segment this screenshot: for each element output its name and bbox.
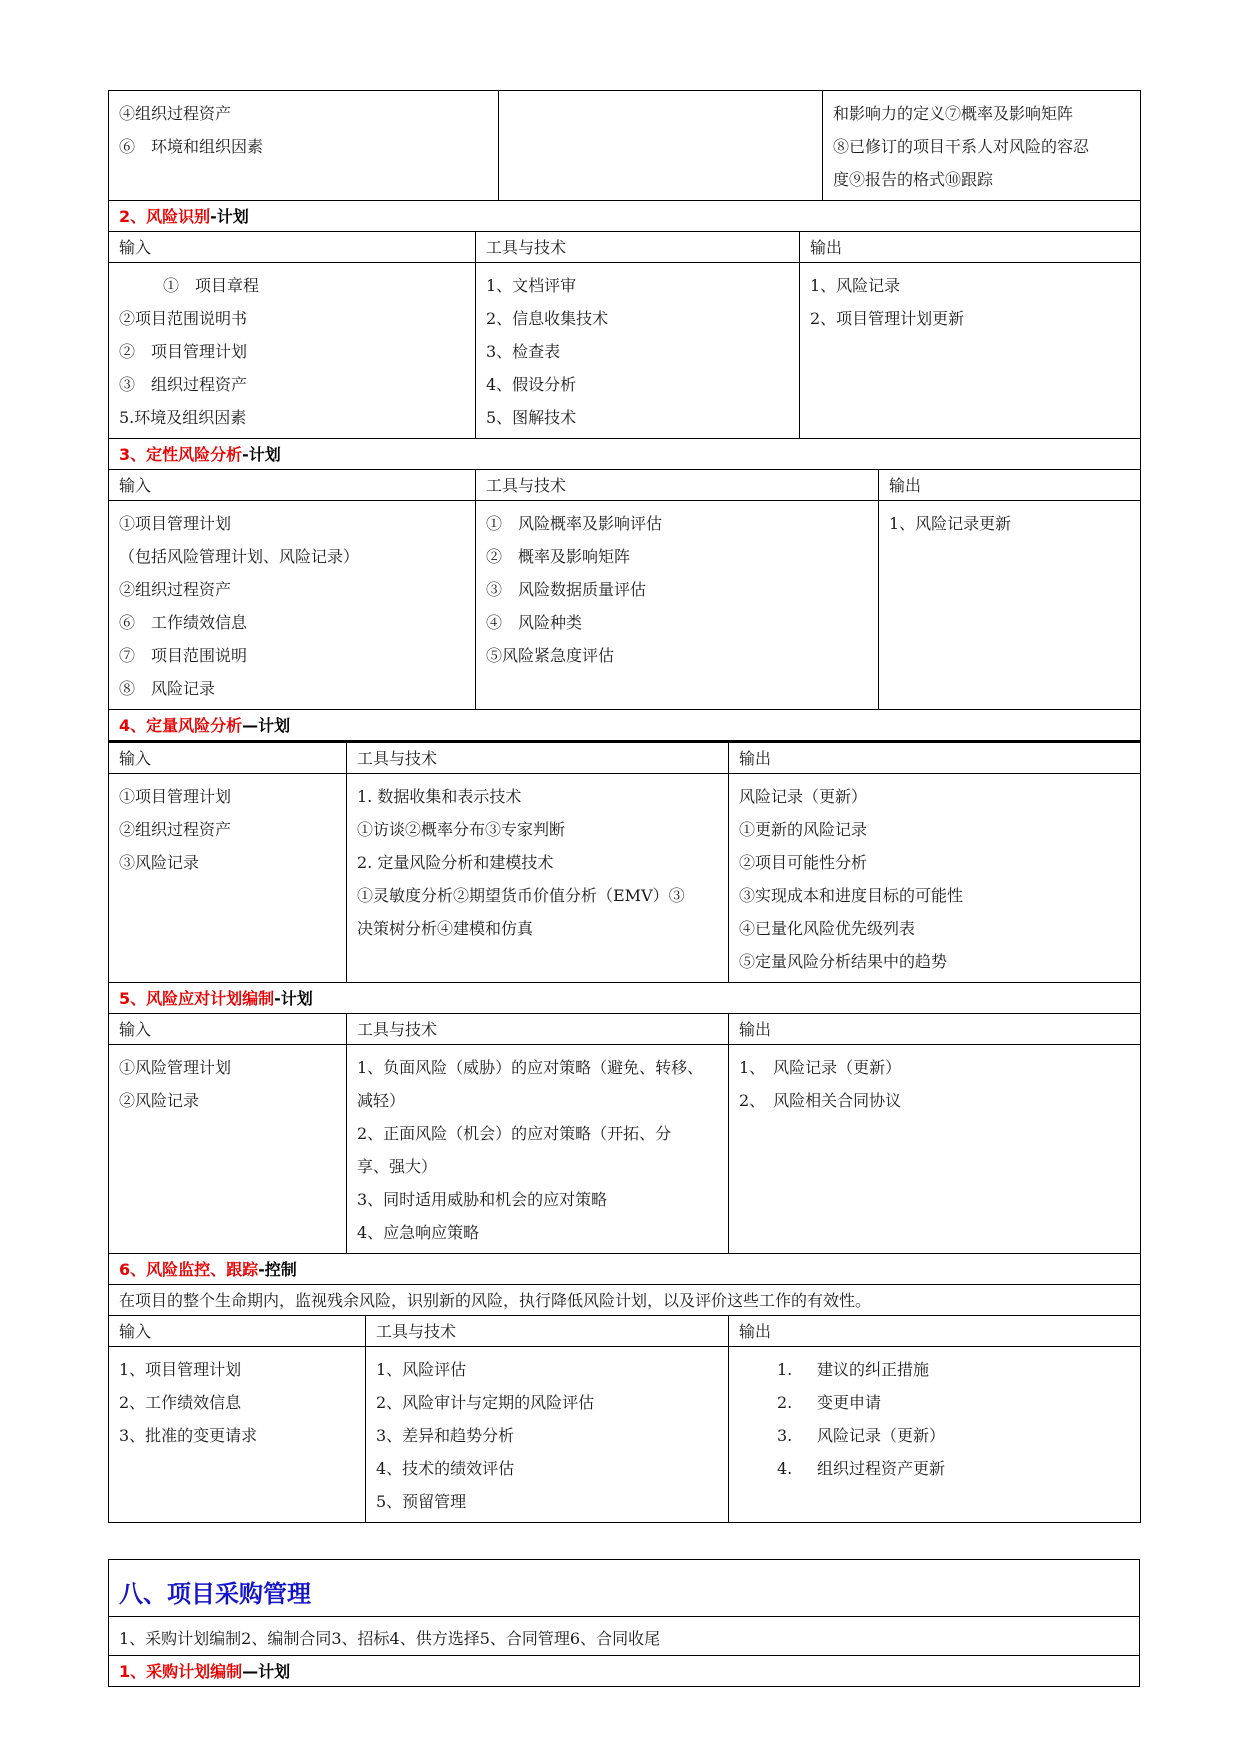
section-5-title-black: -计划 [274, 989, 313, 1008]
section-3-tools [476, 501, 879, 710]
list-item: 2、风险审计与定期的风险评估 [376, 1393, 595, 1412]
list-item: （包括风险管理计划、风险记录） [119, 547, 360, 566]
section-5-tools [347, 1045, 729, 1254]
section-4-title [109, 710, 1141, 741]
list-item: ②项目可能性分析 [739, 853, 868, 872]
list-text: 风险记录（更新） [817, 1426, 946, 1445]
list-item: ①灵敏度分析②期望货币价值分析（EMV）③ [357, 886, 685, 905]
list-item: ②组织过程资产 [119, 820, 232, 839]
section-3-outputs [879, 501, 1141, 710]
list-item: 3、检查表 [486, 342, 561, 361]
section-6-title-red: 6、风险监控、跟踪 [119, 1260, 259, 1279]
section-6-header-tools: 工具与技术 [366, 1316, 729, 1347]
list-item: 1. 数据收集和表示技术 [357, 787, 522, 806]
top-left-cell [109, 91, 499, 201]
list-item: 减轻） [357, 1091, 406, 1110]
list-item: 2、正面风险（机会）的应对策略（开拓、分 [357, 1124, 672, 1143]
risk-management-table [108, 90, 1141, 232]
section-6-title-black: -控制 [258, 1260, 297, 1279]
list-item: ② 项目管理计划 [119, 342, 248, 361]
list-item: 5、预留管理 [376, 1492, 467, 1511]
chapter-title: 八、项目采购管理 [109, 1560, 1140, 1617]
list-number: 3. [777, 1426, 793, 1445]
list-item: 1、风险记录更新 [889, 514, 1012, 533]
procurement-section-1-title [109, 1656, 1140, 1687]
list-item: 3、批准的变更请求 [119, 1426, 258, 1445]
list-item [777, 1419, 1130, 1452]
section-3-header-output: 输出 [879, 470, 1141, 501]
list-item: ④已量化风险优先级列表 [739, 919, 916, 938]
section-4-title-red: 4、定量风险分析 [119, 716, 243, 735]
section-5-inputs [109, 1045, 347, 1254]
section-3-title-black: -计划 [242, 445, 281, 464]
list-item: 3、同时适用威胁和机会的应对策略 [357, 1190, 608, 1209]
list-item: 1、项目管理计划 [119, 1360, 242, 1379]
section-4-header-input: 输入 [109, 742, 347, 774]
list-item: ②风险记录 [119, 1091, 200, 1110]
list-item: 2. 定量风险分析和建模技术 [357, 853, 554, 872]
section-5-title-red: 5、风险应对计划编制 [119, 989, 275, 1008]
section-6-tools [366, 1347, 729, 1523]
section-3-inputs [109, 501, 476, 710]
section-6-title [109, 1254, 1141, 1285]
list-item: ② 概率及影响矩阵 [486, 547, 631, 566]
list-item: ①项目管理计划 [119, 787, 232, 806]
section-3-title [109, 439, 1141, 470]
section-4-header-tools: 工具与技术 [347, 742, 729, 774]
list-item: ⑤风险紧急度评估 [486, 646, 615, 665]
list-item: ⑦ 项目范围说明 [119, 646, 248, 665]
list-item: 4、应急响应策略 [357, 1223, 480, 1242]
section-2-header-tools: 工具与技术 [476, 232, 800, 263]
list-item: ① 项目章程 [163, 276, 260, 295]
section-4-outputs [729, 774, 1141, 983]
section-2-outputs [800, 263, 1141, 439]
top-right-line: 和影响力的定义⑦概率及影响矩阵 [833, 104, 1074, 123]
list-item: 4、假设分析 [486, 375, 577, 394]
section-2-title-black: -计划 [210, 207, 249, 226]
list-item: ②项目范围说明书 [119, 309, 248, 328]
list-item: ⑧ 风险记录 [119, 679, 216, 698]
section-5-header-tools: 工具与技术 [347, 1014, 729, 1045]
top-right-line: ⑧已修订的项目干系人对风险的容忍 [833, 137, 1090, 156]
list-item: 2、项目管理计划更新 [810, 309, 965, 328]
list-text: 组织过程资产更新 [817, 1459, 946, 1478]
top-left-line: ④组织过程资产 [119, 104, 232, 123]
section-2-header-input: 输入 [109, 232, 476, 263]
list-item: ①更新的风险记录 [739, 820, 868, 839]
list-item: ③ 风险数据质量评估 [486, 580, 647, 599]
list-item: ①项目管理计划 [119, 514, 232, 533]
section-3-title-red: 3、定性风险分析 [119, 445, 243, 464]
section-3-header-tools: 工具与技术 [476, 470, 879, 501]
procurement-section-1-title-black: —计划 [242, 1662, 291, 1681]
procurement-section-1-title-red: 1、采购计划编制 [119, 1662, 243, 1681]
section-3-table [108, 470, 1141, 741]
section-2-title-red: 2、风险识别 [119, 207, 211, 226]
list-number: 2. [777, 1393, 793, 1412]
section-5-header-output: 输出 [729, 1014, 1141, 1045]
section-6-outputs [729, 1347, 1141, 1523]
section-6-header-input: 输入 [109, 1316, 366, 1347]
section-6-table [108, 1316, 1141, 1523]
list-number: 1. [777, 1360, 793, 1379]
list-item: ③实现成本和进度目标的可能性 [739, 886, 964, 905]
list-item: ① 风险概率及影响评估 [486, 514, 663, 533]
section-4-inputs [109, 774, 347, 983]
section-2-header-output: 输出 [800, 232, 1141, 263]
list-item: 1、 风险记录（更新） [739, 1058, 902, 1077]
list-item: ①访谈②概率分布③专家判断 [357, 820, 566, 839]
section-2-title [109, 201, 1141, 232]
section-3-header-input: 输入 [109, 470, 476, 501]
list-item: ④ 风险种类 [486, 613, 583, 632]
section-4-title-black: —计划 [242, 716, 291, 735]
section-4-tools [347, 774, 729, 983]
top-right-line: 度⑨报告的格式⑩跟踪 [833, 170, 994, 189]
list-item: 风险记录（更新） [739, 787, 868, 806]
section-6-description: 在项目的整个生命期内，监视残余风险，识别新的风险，执行降低风险计划，以及评价这些工作的有效性。 [109, 1285, 1141, 1316]
list-item: 4、技术的绩效评估 [376, 1459, 515, 1478]
list-item: ②组织过程资产 [119, 580, 232, 599]
section-5-outputs [729, 1045, 1141, 1254]
list-item: ③风险记录 [119, 853, 200, 872]
section-6-inputs [109, 1347, 366, 1523]
section-5-header-input: 输入 [109, 1014, 347, 1045]
list-text: 变更申请 [817, 1393, 882, 1412]
list-item: ①风险管理计划 [119, 1058, 232, 1077]
section-4-header-output: 输出 [729, 742, 1141, 774]
list-number: 4. [777, 1459, 793, 1478]
list-item: 1、风险评估 [376, 1360, 467, 1379]
list-item [777, 1386, 1130, 1419]
list-item: 1、负面风险（威胁）的应对策略（避免、转移、 [357, 1058, 704, 1077]
list-item: ⑥ 工作绩效信息 [119, 613, 248, 632]
list-item: 2、 风险相关合同协议 [739, 1091, 902, 1110]
list-item: 享、强大） [357, 1157, 438, 1176]
list-item: ⑤定量风险分析结果中的趋势 [739, 952, 948, 971]
list-item: 5、图解技术 [486, 408, 577, 427]
list-item: 2、信息收集技术 [486, 309, 609, 328]
section-5-title [109, 983, 1141, 1014]
section-4-table [108, 741, 1141, 1316]
section-6-header-output: 输出 [729, 1316, 1141, 1347]
list-item: 1、文档评审 [486, 276, 577, 295]
list-item: 2、工作绩效信息 [119, 1393, 242, 1412]
list-text: 建议的纠正措施 [817, 1360, 930, 1379]
list-item: 3、差异和趋势分析 [376, 1426, 515, 1445]
list-item [777, 1452, 1130, 1485]
top-right-cell [823, 91, 1141, 201]
list-item: 决策树分析④建模和仿真 [357, 919, 534, 938]
procurement-table [108, 1559, 1140, 1687]
list-item [777, 1353, 1130, 1386]
section-2-tools [476, 263, 800, 439]
document-page [108, 90, 1140, 1687]
top-middle-cell [499, 91, 823, 201]
list-item: 1、风险记录 [810, 276, 901, 295]
chapter-intro: 1、采购计划编制2、编制合同3、招标4、供方选择5、合同管理6、合同收尾 [109, 1617, 1140, 1656]
list-item: 5.环境及组织因素 [119, 408, 247, 427]
section-2-table [108, 232, 1141, 470]
list-item: ③ 组织过程资产 [119, 375, 248, 394]
top-continuation-row [109, 91, 1141, 201]
section-2-inputs [109, 263, 476, 439]
top-left-line: ⑥ 环境和组织因素 [119, 137, 264, 156]
